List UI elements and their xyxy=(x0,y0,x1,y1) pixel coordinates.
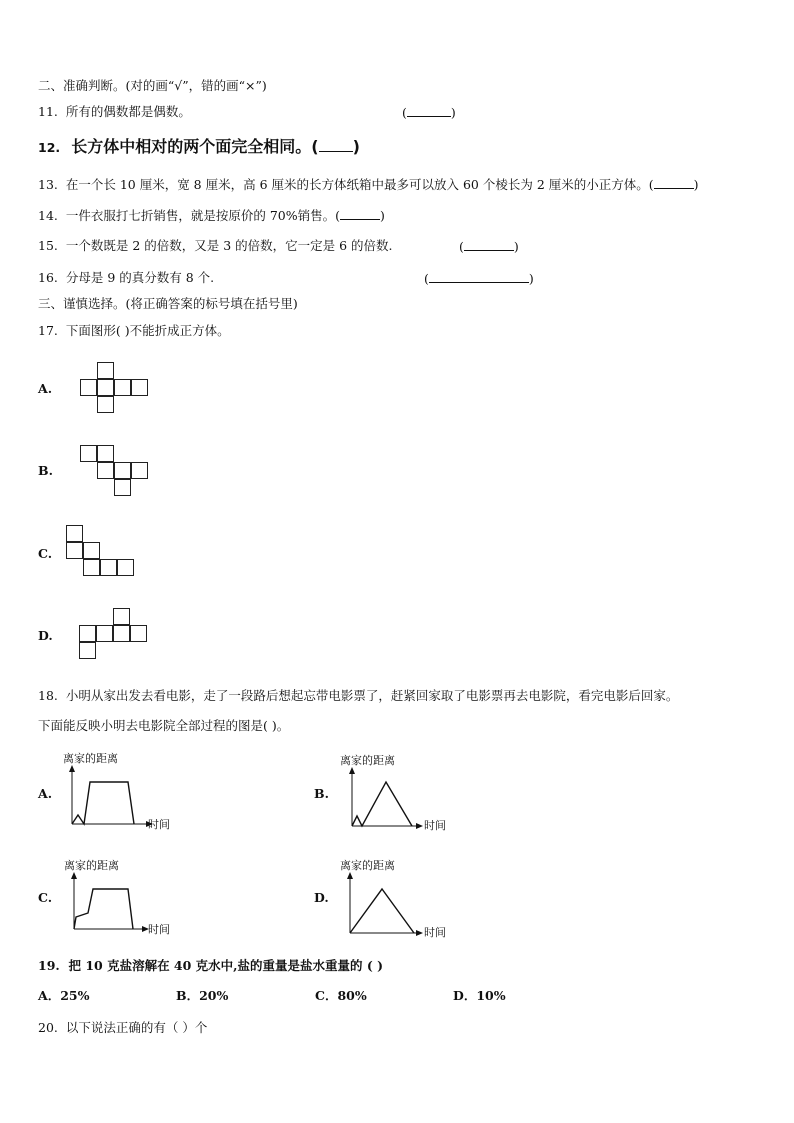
question-text: 长方体中相对的两个面完全相同。( xyxy=(71,137,319,156)
x-axis-label: 时间 xyxy=(148,923,170,936)
graph-a-label: A. xyxy=(38,786,53,801)
answer-blank-12[interactable] xyxy=(319,139,353,152)
x-axis-label: 时间 xyxy=(148,818,170,831)
y-axis-label: 离家的距离 xyxy=(340,754,395,767)
question-19 xyxy=(38,958,383,974)
question-number: 14. xyxy=(38,208,58,223)
x-axis-label: 时间 xyxy=(424,819,446,832)
question-18-line2: 下面能反映小明去电影院全部过程的图是( )。 xyxy=(38,718,290,733)
question-number: 18. xyxy=(38,688,58,703)
answer-blank-13[interactable] xyxy=(654,176,694,189)
question-17 xyxy=(38,323,230,339)
question-number: 13. xyxy=(38,177,58,192)
choice-a[interactable]: A．25% xyxy=(38,988,90,1003)
question-number: 20. xyxy=(38,1020,58,1035)
question-text: 把 10 克盐溶解在 40 克水中,盐的重量是盐水重量的 ( ) xyxy=(68,958,384,973)
question-15 xyxy=(38,238,393,254)
question-text: 小明从家出发去看电影，走了一段路后想起忘带电影票了，赶紧回家取了电影票再去电影院，看完电影后回家。 xyxy=(65,688,679,703)
choice-c[interactable]: C．80% xyxy=(315,988,367,1003)
question-text: 分母是 9 的真分数有 8 个. xyxy=(65,270,215,285)
choice-b[interactable]: B．20% xyxy=(176,988,229,1003)
question-text: 以下说法正确的有（ ）个 xyxy=(65,1020,208,1035)
question-text: 一件衣服打七折销售，就是按原价的 70%销售。( xyxy=(65,208,340,223)
answer-blank-15[interactable]: ( ) xyxy=(459,239,519,254)
question-text: 一个数既是 2 的倍数，又是 3 的倍数，它一定是 6 的倍数. xyxy=(65,238,393,253)
graph-d[interactable] xyxy=(340,855,460,940)
y-axis-label: 离家的距离 xyxy=(64,859,119,872)
question-20 xyxy=(38,1020,207,1036)
question-13: 13. 在一个长 10 厘米，宽 8 厘米，高 6 厘米的长方体纸箱中最多可以放入 60 个棱长为 2 厘米的小正方体。( ) xyxy=(38,177,699,192)
question-14: 14. 一件衣服打七折销售，就是按原价的 70%销售。( ) xyxy=(38,208,385,223)
graph-c-label: C. xyxy=(38,890,53,905)
graph-b-label: B. xyxy=(314,786,329,801)
answer-blank-14[interactable] xyxy=(340,207,380,220)
question-number: 19. xyxy=(38,958,60,973)
question-number: 15. xyxy=(38,238,58,253)
option-d-label: D. xyxy=(38,628,53,643)
x-axis-label: 时间 xyxy=(424,926,446,939)
question-11 xyxy=(38,104,191,120)
question-text: 所有的偶数都是偶数。 xyxy=(65,104,191,119)
option-b-label: B. xyxy=(38,463,53,478)
question-number: 17. xyxy=(38,323,58,338)
answer-blank-11[interactable]: ( ) xyxy=(402,105,456,120)
y-axis-label: 离家的距离 xyxy=(63,752,118,765)
y-axis-label: 离家的距离 xyxy=(340,859,395,872)
section-3-heading: 三、谨慎选择。(将正确答案的标号填在括号里) xyxy=(38,296,298,311)
question-16 xyxy=(38,270,214,286)
graph-a[interactable] xyxy=(60,750,180,835)
question-number: 12. xyxy=(38,140,61,155)
question-text: 下面图形( )不能折成正方体。 xyxy=(65,323,230,338)
question-text: 在一个长 10 厘米，宽 8 厘米，高 6 厘米的长方体纸箱中最多可以放入 60 个棱长为 2 厘米的小正方体。( xyxy=(65,177,654,192)
section-2-heading: 二、准确判断。(对的画“√”，错的画“×”) xyxy=(38,78,267,93)
question-18 xyxy=(38,688,678,704)
option-a-label: A. xyxy=(38,381,53,396)
graph-d-label: D. xyxy=(314,890,329,905)
option-c-label: C. xyxy=(38,546,53,561)
choice-d[interactable]: D．10% xyxy=(453,988,506,1003)
graph-c[interactable] xyxy=(60,855,180,940)
graph-b[interactable] xyxy=(340,750,460,835)
answer-blank-16[interactable]: ( ) xyxy=(424,271,534,286)
question-number: 11. xyxy=(38,104,58,119)
question-number: 16. xyxy=(38,270,58,285)
question-12: 12. 长方体中相对的两个面完全相同。( ) xyxy=(38,137,360,156)
